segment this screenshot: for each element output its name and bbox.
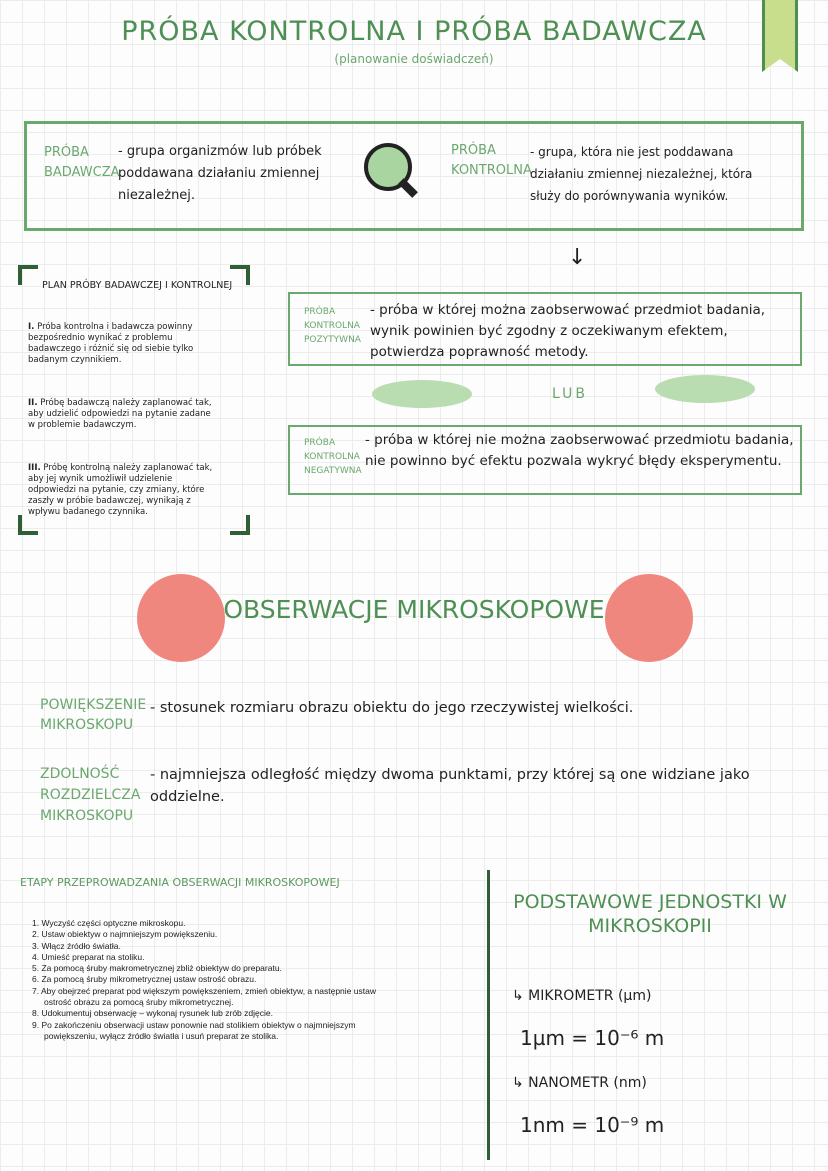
leaf-icon	[655, 375, 755, 403]
def-zdolnosc: - najmniejsza odległość między dwoma punktami, przy której są one widziane jako oddzielne.	[150, 767, 750, 805]
def-proba-kontrolna: - grupa, która nie jest poddawana działaniu zmiennej niezależnej, która służy do porównywania wyników.	[530, 145, 753, 203]
def-proba-badawcza: - grupa organizmów lub próbek poddawana działaniu zmiennej niezależnej.	[118, 144, 322, 203]
step: 6. Za pomocą śruby mikrometrycznej ustaw ostrość obrazu.	[32, 974, 257, 985]
leaf-icon	[372, 380, 472, 408]
step: 5. Za pomocą śruby makrometrycznej zbliż obiektyw do preparatu.	[32, 963, 282, 974]
plan-item: III. Próbę kontrolną należy zaplanować tak, aby jej wynik umożliwił udzielenie odpowiedzi na pytanie, czy zmiany, które zaszły w próbie badawczej, wynikają z wpływu badanego czynnika.	[28, 463, 213, 517]
steps-list	[32, 918, 376, 1042]
section-title: OBSERWACJE MIKROSKOPOWE	[223, 595, 605, 624]
term-pozytywna: PRÓBA KONTROLNA POZYTYWNA	[304, 307, 361, 345]
def-powiekszenie: - stosunek rozmiaru obrazu obiektu do jego rzeczywistej wielkości.	[150, 700, 634, 716]
page-title: PRÓBA KONTROLNA I PRÓBA BADAWCZA	[121, 16, 707, 47]
def-pozytywna: - próba w której można zaobserwować przedmiot badania, wynik powinien być zgodny z oczekiwanym efektem, potwierdza poprawność metody.	[370, 302, 766, 360]
step: 8. Udokumentuj obserwację – wykonaj rysunek lub zrób zdjęcie.	[32, 1008, 273, 1019]
nanometer-label: ↳ NANOMETR (nm)	[512, 1075, 647, 1091]
step: 2. Ustaw obiektyw o najmniejszym powiększeniu.	[32, 929, 218, 940]
term-negatywna: PRÓBA KONTROLNA NEGATYWNA	[304, 438, 362, 476]
units-title: PODSTAWOWE JEDNOSTKI W MIKROSKOPII	[513, 891, 787, 937]
micrometer-equation: 1µm = 10⁻⁶ m	[520, 1026, 665, 1050]
nanometer-equation: 1nm = 10⁻⁹ m	[520, 1113, 665, 1137]
plan-item: I. Próba kontrolna i badawcza powinny bezpośrednio wynikać z problemu badawczego i różnić się od siebie tylko badanym czynnikiem.	[28, 322, 194, 365]
page-subtitle: (planowanie doświadczeń)	[334, 52, 494, 66]
term-proba-kontrolna: PRÓBA KONTROLNA	[451, 143, 532, 178]
plan-item: II. Próbę badawczą należy zaplanować tak, aby udzielić odpowiedzi na pytanie zadane w problemie badawczym.	[28, 398, 212, 430]
term-proba-badawcza: PRÓBA BADAWCZA	[44, 145, 120, 180]
plan-list	[28, 322, 218, 550]
microscope-icon	[605, 574, 693, 662]
step: 1. Wyczyść części optyczne mikroskopu.	[32, 918, 186, 928]
lub-label: LUB	[552, 386, 588, 402]
term-powiekszenie: POWIĘKSZENIE MIKROSKOPU	[40, 697, 147, 733]
plan-title: PLAN PRÓBY BADAWCZEJ I KONTROLNEJ	[42, 280, 233, 291]
divider	[487, 870, 490, 1160]
micrometer-label: ↳ MIKROMETR (µm)	[512, 988, 652, 1004]
step: 4. Umieść preparat na stoliku.	[32, 951, 145, 962]
corner-bracket	[230, 265, 250, 285]
arrow-down-icon: ↓	[568, 245, 587, 270]
def-negatywna: - próba w której nie można zaobserwować przedmiotu badania, nie powinno być efektu pozwala wykryć błędy eksperymentu.	[365, 432, 794, 469]
corner-bracket	[18, 265, 38, 285]
step: 3. Włącz źródło światła.	[32, 940, 121, 951]
corner-bracket	[230, 515, 250, 535]
step: 7. Aby obejrzeć preparat pod większym powiększeniem, zmień obiektyw, a następnie ustaw	[32, 985, 376, 996]
step: 9. Po zakończeniu obserwacji ustaw ponownie nad stolikiem obiektyw o najmniejszym	[32, 1019, 356, 1030]
term-zdolnosc: ZDOLNOŚĆ ROZDZIELCZA MIKROSKOPU	[40, 766, 141, 824]
step: powiększeniu, wyłącz źródło światła i usuń preparat ze stolika.	[44, 1030, 279, 1041]
step: ostrość obrazu za pomocą śruby mikrometrycznej.	[44, 997, 234, 1008]
etapy-title: ETAPY PRZEPROWADZANIA OBSERWACJI MIKROSKOPOWEJ	[20, 876, 340, 889]
